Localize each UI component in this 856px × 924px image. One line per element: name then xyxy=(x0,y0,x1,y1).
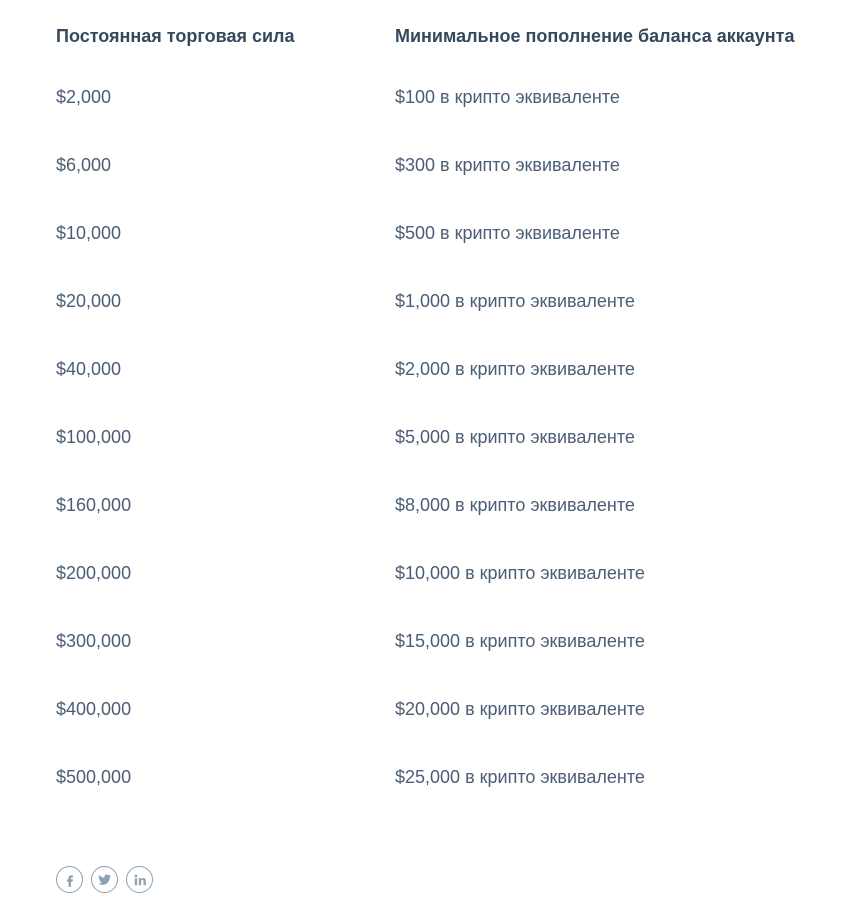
linkedin-icon xyxy=(133,873,147,887)
table-row xyxy=(56,743,836,811)
min-deposit-cell: $15,000 в крипто эквиваленте xyxy=(395,630,645,651)
table-row xyxy=(56,267,836,335)
trading-power-cell: $20,000 xyxy=(56,290,122,311)
table-row xyxy=(56,63,836,131)
trading-power-cell: $200,000 xyxy=(56,562,132,583)
min-deposit-cell: $20,000 в крипто эквиваленте xyxy=(395,698,645,719)
trading-power-cell: $6,000 xyxy=(56,154,112,175)
pricing-table xyxy=(56,22,836,811)
trading-power-cell: $500,000 xyxy=(56,766,132,787)
column-header-trading-power: Постоянная торговая сила xyxy=(56,25,295,46)
min-deposit-cell: $1,000 в крипто эквиваленте xyxy=(395,290,635,311)
table-row xyxy=(56,675,836,743)
trading-power-cell: $40,000 xyxy=(56,358,122,379)
table-row xyxy=(56,607,836,675)
min-deposit-cell: $2,000 в крипто эквиваленте xyxy=(395,358,635,379)
min-deposit-cell: $25,000 в крипто эквиваленте xyxy=(395,766,645,787)
trading-power-cell: $400,000 xyxy=(56,698,132,719)
social-share-bar xyxy=(56,866,153,893)
table-row xyxy=(56,335,836,403)
facebook-share-button[interactable] xyxy=(56,866,83,893)
min-deposit-cell: $300 в крипто эквиваленте xyxy=(395,154,620,175)
table-header-row xyxy=(56,22,836,50)
min-deposit-cell: $10,000 в крипто эквиваленте xyxy=(395,562,645,583)
table-row xyxy=(56,131,836,199)
min-deposit-cell: $100 в крипто эквиваленте xyxy=(395,86,620,107)
trading-power-cell: $2,000 xyxy=(56,86,112,107)
min-deposit-cell: $5,000 в крипто эквиваленте xyxy=(395,426,635,447)
twitter-share-button[interactable] xyxy=(91,866,118,893)
min-deposit-cell: $8,000 в крипто эквиваленте xyxy=(395,494,635,515)
table-row xyxy=(56,403,836,471)
linkedin-share-button[interactable] xyxy=(126,866,153,893)
trading-power-cell: $10,000 xyxy=(56,222,122,243)
table-row xyxy=(56,199,836,267)
column-header-min-deposit: Минимальное пополнение баланса аккаунта xyxy=(395,25,795,46)
trading-power-cell: $100,000 xyxy=(56,426,132,447)
twitter-icon xyxy=(97,872,112,887)
trading-power-cell: $300,000 xyxy=(56,630,132,651)
facebook-icon xyxy=(63,873,77,887)
trading-power-cell: $160,000 xyxy=(56,494,132,515)
min-deposit-cell: $500 в крипто эквиваленте xyxy=(395,222,620,243)
table-row xyxy=(56,539,836,607)
table-row xyxy=(56,471,836,539)
